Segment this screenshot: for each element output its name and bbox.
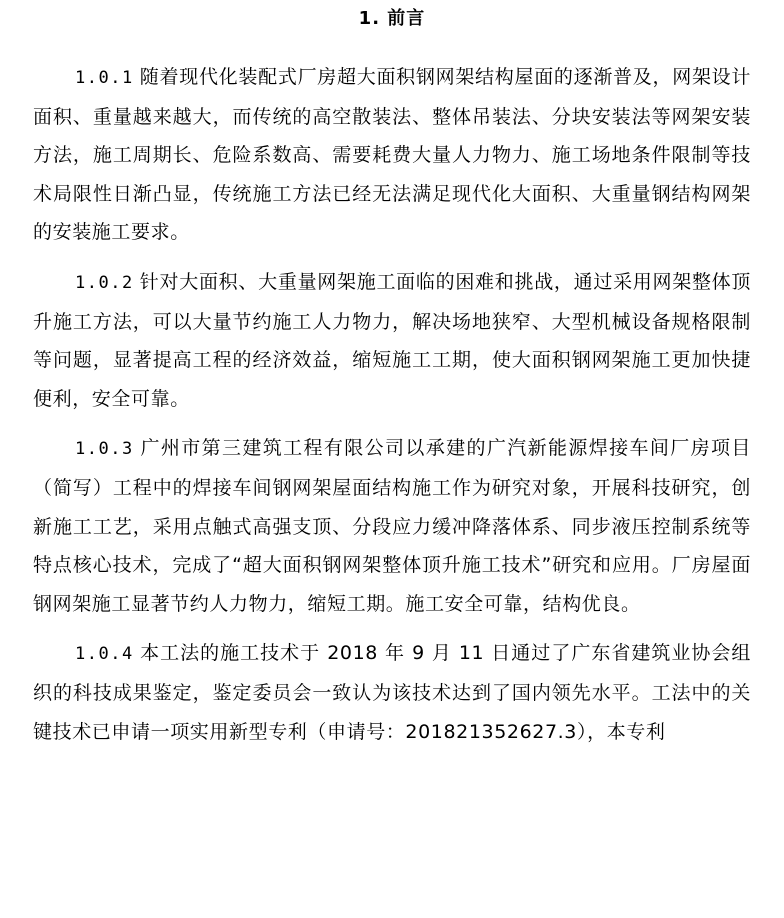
paragraph-text: 针对大面积、大重量网架施工面临的困难和挑战，通过采用网架整体顶升施工方法，可以大量节约施工人力物力，解决场地狭窄、大型机械设备规格限制等问题，显著提高工程的经济效益，缩短施工工期，使大面积钢网架施工更加快捷便利，安全可靠。	[33, 270, 751, 410]
clause-number: 1.0.3	[75, 439, 134, 460]
clause-number: 1.0.2	[75, 272, 134, 293]
document-page	[33, 0, 751, 751]
clause-number: 1.0.4	[75, 644, 134, 665]
paragraph-1-0-3	[33, 429, 751, 623]
paragraph-1-0-4	[33, 634, 751, 751]
paragraph-1-0-2	[33, 263, 751, 418]
paragraph-text: 本工法的施工技术于 2018 年 9 月 11 日通过了广东省建筑业协会组织的科技成果鉴定，鉴定委员会一致认为该技术达到了国内领先水平。工法中的关键技术已申请一项实用新型专利（申请号：201821352627.3），本专利	[33, 642, 751, 743]
clause-number: 1.0.1	[75, 68, 134, 88]
paragraph-text: 随着现代化装配式厂房超大面积钢网架结构屋面的逐渐普及，网架设计面积、重量越来越大，而传统的高空散装法、整体吊装法、分块安装法等网架安装方法，施工周期长、危险系数高、需要耗费大量人力物力、施工场地条件限制等技术局限性日渐凸显，传统施工方法已经无法满足现代化大面积、大重量钢结构网架的安装施工要求。	[33, 66, 751, 244]
paragraph-text: 广州市第三建筑工程有限公司以承建的广汽新能源焊接车间厂房项目（简写）工程中的焊接车间钢网架屋面结构施工作为研究对象，开展科技研究，创新施工工艺，采用点触式高强支顶、分段应力缓冲降落体系、同步液压控制系统等特点核心技术，完成了“超大面积钢网架整体顶升施工技术”研究和应用。厂房屋面钢网架施工显著节约人力物力，缩短工期。施工安全可靠，结构优良。	[33, 437, 751, 615]
paragraph-1-0-1	[33, 58, 751, 252]
section-title: 1. 前言	[358, 8, 426, 29]
